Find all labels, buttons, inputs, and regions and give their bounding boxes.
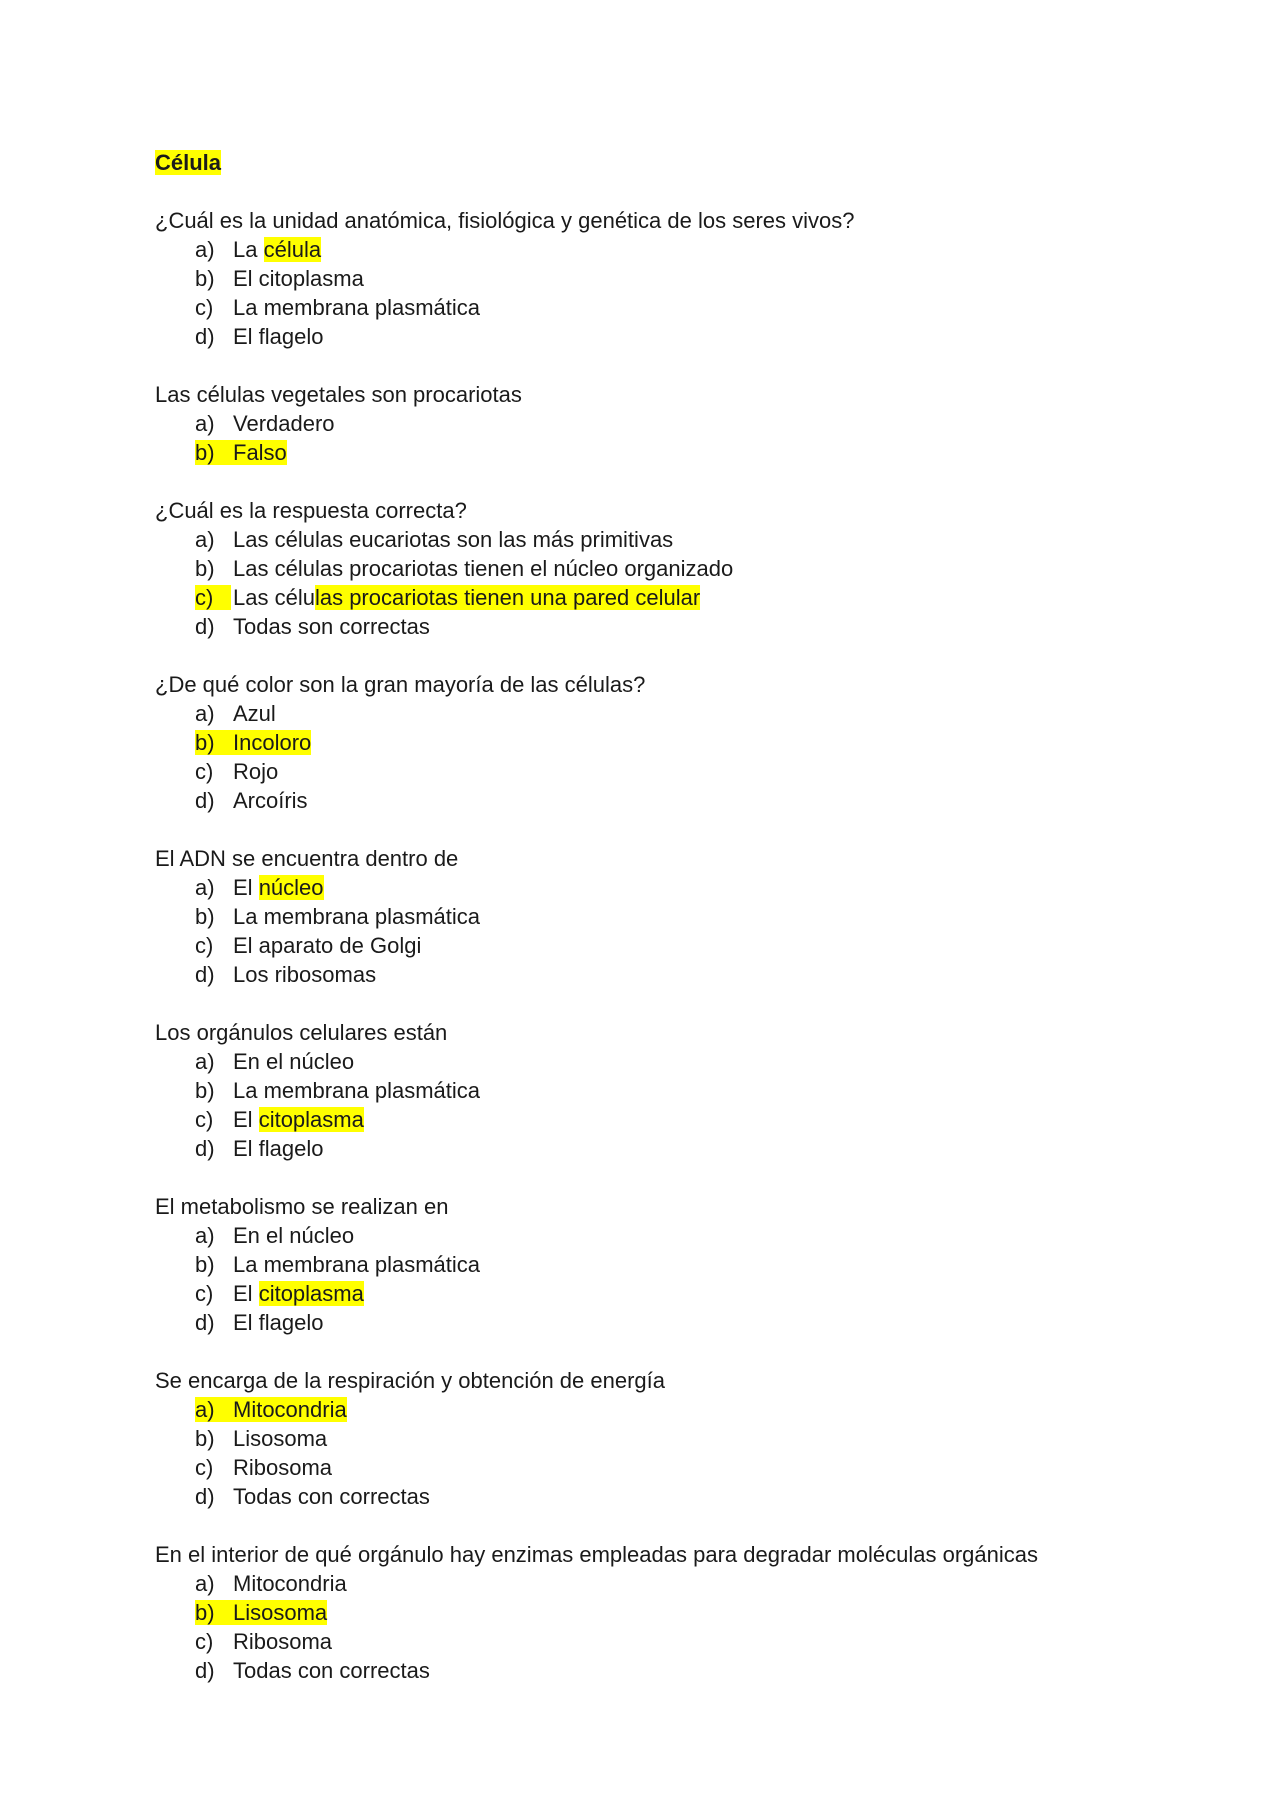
option-letter-text: d) — [195, 614, 215, 639]
option-letter — [195, 1221, 215, 1250]
list-item — [155, 1221, 1155, 1250]
option-text-plain: El aparato de Golgi — [233, 933, 422, 958]
document-title — [155, 148, 1155, 177]
option-letter-text: a) — [195, 1571, 215, 1596]
option-letter-text: a) — [195, 527, 215, 552]
option-text — [233, 1482, 430, 1511]
option-list — [155, 1047, 1155, 1163]
question-list — [155, 206, 1155, 1685]
option-text — [233, 699, 276, 728]
option-letter-text: a) — [195, 701, 215, 726]
option-letter-text: d) — [195, 1310, 215, 1335]
option-letter — [195, 1047, 215, 1076]
option-letter-text: b) — [195, 266, 215, 291]
option-text-highlighted: citoplasma — [258, 1107, 364, 1132]
option-letter — [195, 1395, 233, 1424]
option-list — [155, 699, 1155, 815]
list-item — [155, 1627, 1155, 1656]
list-item — [155, 699, 1155, 728]
option-letter — [195, 1424, 215, 1453]
option-text — [233, 554, 733, 583]
option-text — [233, 1134, 324, 1163]
list-item — [155, 293, 1155, 322]
list-item — [155, 554, 1155, 583]
list-item — [155, 1656, 1155, 1685]
option-letter-text: b) — [195, 1078, 215, 1103]
option-list — [155, 409, 1155, 467]
option-text-highlighted: Incoloro — [233, 730, 312, 755]
option-letter-text: c) — [195, 933, 214, 958]
option-text-plain: Ribosoma — [233, 1629, 333, 1654]
option-letter-text: a) — [195, 411, 215, 436]
option-letter — [195, 1250, 215, 1279]
option-letter-text: c) — [195, 1281, 214, 1306]
list-item — [155, 1395, 1155, 1424]
option-letter — [195, 293, 213, 322]
option-text — [233, 583, 700, 612]
option-letter-text: d) — [195, 324, 215, 349]
option-letter-text: d) — [195, 1658, 215, 1683]
option-letter — [195, 612, 215, 641]
list-item — [155, 1308, 1155, 1337]
option-list — [155, 1569, 1155, 1685]
option-text-plain: El citoplasma — [233, 266, 364, 291]
option-letter — [195, 757, 213, 786]
option-text-plain: Las células eucariotas son las más primitivas — [233, 527, 674, 552]
list-item — [155, 1279, 1155, 1308]
option-letter-text: b) — [195, 440, 233, 465]
option-text — [233, 1221, 354, 1250]
option-text-plain: El — [233, 1107, 259, 1132]
list-item — [155, 873, 1155, 902]
list-item — [155, 1105, 1155, 1134]
option-letter — [195, 1308, 215, 1337]
option-text-plain: El flagelo — [233, 1310, 324, 1335]
option-text — [233, 1453, 332, 1482]
option-text — [233, 728, 311, 757]
question-text: En el interior de qué orgánulo hay enzimas empleadas para degradar moléculas orgánicas — [155, 1542, 1038, 1567]
option-text — [233, 264, 364, 293]
list-item — [155, 264, 1155, 293]
document-title-text: Célula — [155, 150, 222, 175]
option-text-highlighted: las procariotas tienen una pared celular — [314, 585, 701, 610]
question-block — [155, 380, 1155, 467]
option-letter-text: d) — [195, 1136, 215, 1161]
option-letter — [195, 1076, 215, 1105]
option-text-plain: El flagelo — [233, 1136, 324, 1161]
question-text: El ADN se encuentra dentro de — [155, 846, 459, 871]
option-text-highlighted: Lisosoma — [233, 1600, 328, 1625]
option-text-plain: Las células procariotas tienen el núcleo organizado — [233, 556, 734, 581]
option-text — [233, 960, 376, 989]
question-block — [155, 496, 1155, 641]
option-letter-text: a) — [195, 237, 215, 262]
option-text-plain: Los ribosomas — [233, 962, 377, 987]
list-item — [155, 1598, 1155, 1627]
option-list — [155, 235, 1155, 351]
option-list — [155, 873, 1155, 989]
list-item — [155, 583, 1155, 612]
question-block — [155, 1192, 1155, 1337]
option-text — [233, 1308, 324, 1337]
option-text — [233, 931, 421, 960]
option-letter-text: c) — [195, 1629, 214, 1654]
option-text — [233, 1656, 430, 1685]
question-text: El metabolismo se realizan en — [155, 1194, 449, 1219]
option-letter-text: b) — [195, 904, 215, 929]
question-block — [155, 1018, 1155, 1163]
option-text-plain: Todas con correctas — [233, 1658, 430, 1683]
option-text — [233, 1047, 354, 1076]
option-text-plain: Verdadero — [233, 411, 335, 436]
option-letter-text: b) — [195, 556, 215, 581]
option-text-plain: Todas con correctas — [233, 1484, 430, 1509]
list-item — [155, 757, 1155, 786]
option-letter-text: d) — [195, 962, 215, 987]
option-text-plain: Las célu — [233, 585, 315, 610]
option-text-highlighted: Falso — [233, 440, 287, 465]
option-letter — [195, 235, 215, 264]
option-text-plain: La membrana plasmática — [233, 1252, 481, 1277]
list-item — [155, 1482, 1155, 1511]
option-letter-text: c) — [195, 295, 214, 320]
option-letter — [195, 1134, 215, 1163]
option-text — [233, 902, 480, 931]
option-text — [233, 873, 324, 902]
option-letter-text: a) — [195, 1397, 233, 1422]
list-item — [155, 322, 1155, 351]
option-text-highlighted: citoplasma — [258, 1281, 364, 1306]
option-text — [233, 1395, 347, 1424]
option-letter — [195, 1627, 213, 1656]
option-letter — [195, 525, 215, 554]
list-item — [155, 728, 1155, 757]
option-letter-text: c) — [195, 1107, 214, 1132]
option-text-plain: La membrana plasmática — [233, 1078, 481, 1103]
list-item — [155, 409, 1155, 438]
option-letter — [195, 438, 233, 467]
option-text-plain: Arcoíris — [233, 788, 308, 813]
option-list — [155, 1221, 1155, 1337]
option-letter-text: c) — [195, 1455, 214, 1480]
option-letter — [195, 409, 215, 438]
list-item — [155, 1250, 1155, 1279]
list-item — [155, 1453, 1155, 1482]
option-letter — [195, 699, 215, 728]
option-letter — [195, 322, 215, 351]
option-text — [233, 1598, 327, 1627]
question-block — [155, 1540, 1155, 1685]
option-text — [233, 1424, 327, 1453]
option-letter — [195, 264, 215, 293]
option-text — [233, 1569, 347, 1598]
option-letter — [195, 1569, 215, 1598]
option-text — [233, 438, 287, 467]
option-letter-text: a) — [195, 1223, 215, 1248]
option-text-plain: El — [233, 875, 259, 900]
option-letter — [195, 554, 215, 583]
document-content — [155, 148, 1155, 1714]
list-item — [155, 438, 1155, 467]
option-text-plain: Lisosoma — [233, 1426, 328, 1451]
list-item — [155, 1569, 1155, 1598]
option-letter — [195, 786, 215, 815]
option-letter-text: b) — [195, 1600, 233, 1625]
option-letter — [195, 1482, 215, 1511]
option-letter-text: d) — [195, 1484, 215, 1509]
option-text-plain: Rojo — [233, 759, 279, 784]
option-letter — [195, 931, 213, 960]
list-item — [155, 1134, 1155, 1163]
question-block — [155, 670, 1155, 815]
option-letter-text: b) — [195, 1426, 215, 1451]
option-list — [155, 525, 1155, 641]
option-letter-text: a) — [195, 1049, 215, 1074]
question-text: ¿Cuál es la unidad anatómica, fisiológica y genética de los seres vivos? — [155, 208, 855, 233]
option-text-plain: Todas son correctas — [233, 614, 430, 639]
option-letter-text: a) — [195, 875, 215, 900]
list-item — [155, 960, 1155, 989]
option-text — [233, 1105, 364, 1134]
option-text — [233, 1076, 480, 1105]
option-text — [233, 525, 673, 554]
option-letter — [195, 1656, 215, 1685]
option-text-plain: Azul — [233, 701, 276, 726]
option-letter — [195, 902, 215, 931]
list-item — [155, 786, 1155, 815]
option-text-plain: La — [233, 237, 264, 262]
option-letter — [195, 728, 233, 757]
question-text: ¿De qué color son la gran mayoría de las células? — [155, 672, 646, 697]
option-text — [233, 612, 430, 641]
question-block — [155, 206, 1155, 351]
option-text — [233, 757, 278, 786]
list-item — [155, 1047, 1155, 1076]
option-text — [233, 1627, 332, 1656]
option-text-highlighted: Mitocondria — [233, 1397, 347, 1422]
option-text — [233, 293, 480, 322]
question-text: Las células vegetales son procariotas — [155, 382, 522, 407]
option-text — [233, 409, 335, 438]
list-item — [155, 931, 1155, 960]
option-letter-text: c) — [195, 585, 231, 610]
option-text — [233, 786, 308, 815]
list-item — [155, 1424, 1155, 1453]
list-item — [155, 612, 1155, 641]
option-letter-text: b) — [195, 1252, 215, 1277]
option-text — [233, 1279, 364, 1308]
option-letter — [195, 583, 231, 612]
option-letter — [195, 873, 215, 902]
question-text: ¿Cuál es la respuesta correcta? — [155, 498, 467, 523]
option-text-plain: Mitocondria — [233, 1571, 347, 1596]
list-item — [155, 902, 1155, 931]
option-text — [233, 322, 324, 351]
list-item — [155, 1076, 1155, 1105]
option-text-plain: El flagelo — [233, 324, 324, 349]
question-text: Los orgánulos celulares están — [155, 1020, 448, 1045]
question-text: Se encarga de la respiración y obtención de energía — [155, 1368, 666, 1393]
question-block — [155, 844, 1155, 989]
option-text-plain: En el núcleo — [233, 1049, 355, 1074]
question-block — [155, 1366, 1155, 1511]
option-text-plain: En el núcleo — [233, 1223, 355, 1248]
option-letter — [195, 1598, 233, 1627]
option-letter-text: b) — [195, 730, 233, 755]
option-list — [155, 1395, 1155, 1511]
list-item — [155, 235, 1155, 264]
option-text-plain: La membrana plasmática — [233, 904, 481, 929]
option-text-plain: El — [233, 1281, 259, 1306]
option-letter-text: d) — [195, 788, 215, 813]
option-letter — [195, 1279, 213, 1308]
option-text — [233, 1250, 480, 1279]
option-letter — [195, 960, 215, 989]
option-letter — [195, 1105, 213, 1134]
option-text-highlighted: núcleo — [258, 875, 324, 900]
option-text-plain: La membrana plasmática — [233, 295, 481, 320]
option-text-plain: Ribosoma — [233, 1455, 333, 1480]
option-letter-text: c) — [195, 759, 214, 784]
option-letter — [195, 1453, 213, 1482]
list-item — [155, 525, 1155, 554]
option-text-highlighted: célula — [263, 237, 322, 262]
option-text — [233, 235, 321, 264]
